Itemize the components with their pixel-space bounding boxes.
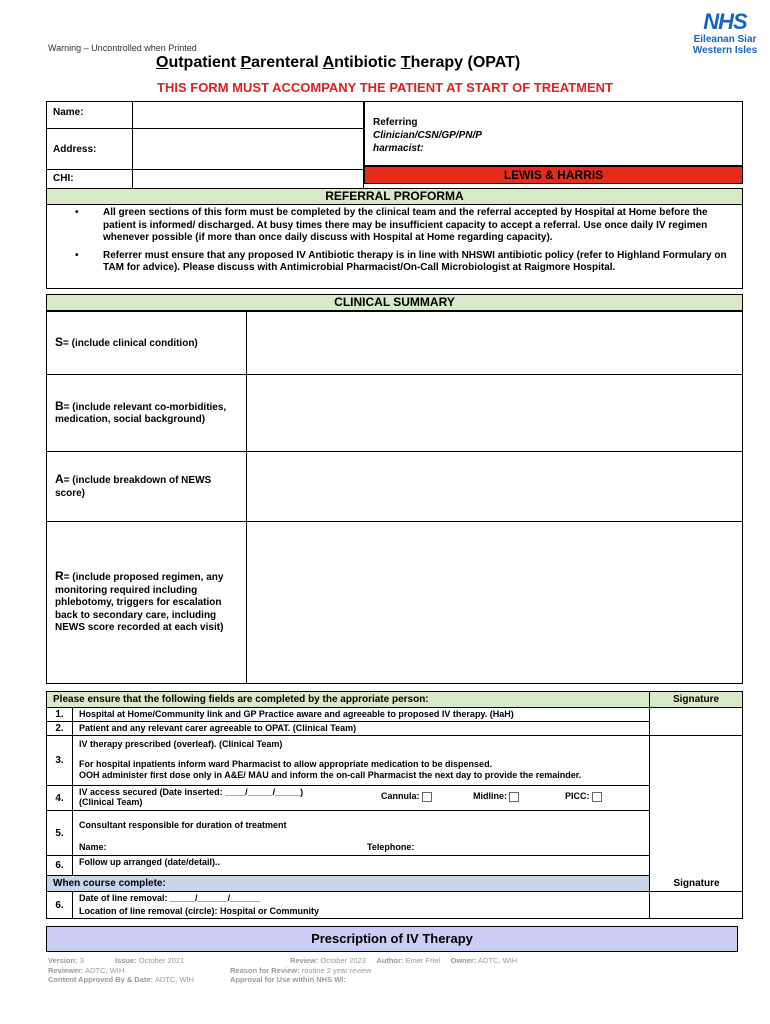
logo-line-1: Eileanan Siar	[693, 34, 757, 45]
checklist-item: IV access secured (Date inserted: ____/_____/_____) (Clinical Team) Cannula: Midline: PICC:	[73, 786, 650, 811]
item-number: 5.	[47, 811, 73, 856]
checklist-item: IV therapy prescribed (overleaf). (Clinical Team) For hospital inpatients inform ward Pharmacist to allow appropriate medication to be dispensed. OOH administer first dose only in A&E/ MAU and inform the on-call Pharmacist the next day to provide the remainder.	[73, 736, 650, 786]
checklist-table	[46, 691, 743, 919]
complete-signature-heading: Signature	[673, 878, 720, 889]
cannula-checkbox[interactable]	[422, 792, 432, 802]
course-complete-heading: When course complete:	[47, 876, 650, 892]
referral-item: • All green sections of this form must be completed by the clinical team and the referral accepted by Hospital at Home before the patient is informed/ discharged. At busy times there may be insufficient capacity to accept a referral. Use once daily IV regimen whenever possible (if more than once daily discuss with Hospital at Home regarding capacity).	[75, 207, 708, 243]
address-field[interactable]	[133, 129, 364, 169]
address-label: Address:	[47, 129, 133, 169]
referral-item: • Referrer must ensure that any proposed IV Antibiotic therapy is in line with NHSWI antibiotic policy (refer to Highland Formulary on TAM for advice). Please discuss with Antimicrobial Pharmacist/On-Call Microbiologist at Raigmore Hospital.	[75, 249, 727, 273]
chi-label: CHI:	[47, 169, 133, 189]
referring-label-2: Clinician/CSN/GP/PN/P	[373, 130, 482, 141]
item-number: 6.	[47, 892, 73, 919]
midline-checkbox[interactable]	[509, 792, 519, 802]
page-subtitle: THIS FORM MUST ACCOMPANY THE PATIENT AT START OF TREATMENT	[157, 80, 613, 95]
signature-heading: Signature	[650, 692, 743, 708]
logo-line-2: Western Isles	[692, 45, 758, 56]
item-number: 6.	[47, 856, 73, 876]
item-number: 4.	[47, 786, 73, 811]
checklist-item: Patient and any relevant carer agreeable to OPAT. (Clinical Team)	[73, 722, 650, 736]
nhs-logo	[690, 10, 760, 66]
referring-label-1: Referring	[373, 117, 418, 128]
chi-field[interactable]	[133, 169, 364, 189]
item-number: 3.	[47, 736, 73, 786]
checklist-heading: Please ensure that the following fields are completed by the approriate person:	[47, 692, 650, 708]
a-field[interactable]	[246, 452, 742, 522]
picc-checkbox[interactable]	[592, 792, 602, 802]
referring-label-3: harmacist:	[373, 143, 424, 154]
referral-proforma-heading: REFERRAL PROFORMA	[46, 188, 743, 205]
referring-clinician-field[interactable]	[364, 101, 743, 166]
b-field[interactable]	[246, 375, 742, 452]
nhs-logo-text: NHS	[703, 9, 747, 34]
signature-field[interactable]	[650, 892, 743, 919]
b-label: B= (include relevant co-morbidities, medication, social background)	[47, 375, 247, 452]
warning-text: Warning – Uncontrolled when Printed	[48, 43, 197, 53]
bullet: •	[75, 207, 79, 218]
clinical-summary-table	[46, 311, 743, 684]
item-number: 2.	[47, 722, 73, 736]
document-footer: Version: 3 Issue: October 2021 Review: October 2023 Author: Emer Friel Owner: ADTC, WIH Reviewer: ADTC, WIH Reason for Review: routine 2 year review Content Approved By & Date: ADTC, WIH Approval for Use within NHS WI:	[48, 956, 518, 984]
page-title: Outpatient Parenteral Antibiotic Therapy (OPAT)	[156, 54, 521, 71]
checklist-item: Hospital at Home/Community link and GP Practice aware and agreeable to proposed IV therapy. (HaH)	[73, 708, 650, 722]
name-label: Name:	[47, 102, 133, 129]
r-label: R= (include proposed regimen, any monitoring required including phlebotomy, triggers for escalation back to secondary care, including NEWS score recorded at each visit)	[47, 522, 247, 684]
checklist-item: Date of line removal: _____/______/______ Location of line removal (circle): Hospital or Community	[73, 892, 650, 919]
s-label: S= (include clinical condition)	[47, 312, 247, 375]
clinical-summary-heading: CLINICAL SUMMARY	[46, 294, 743, 311]
bullet: •	[75, 249, 79, 261]
a-label: A= (include breakdown of NEWS score)	[47, 452, 247, 522]
signature-field[interactable]	[650, 736, 743, 892]
region-banner: LEWIS & HARRIS	[364, 166, 743, 184]
patient-details-table	[46, 101, 364, 190]
r-field[interactable]	[246, 522, 742, 684]
checklist-item: Follow up arranged (date/detail)..	[73, 856, 650, 876]
checklist-item: Consultant responsible for duration of treatment Name: Telephone:	[73, 811, 650, 856]
s-field[interactable]	[246, 312, 742, 375]
name-field[interactable]	[133, 102, 364, 129]
prescription-heading: Prescription of IV Therapy	[46, 926, 738, 952]
referral-proforma-body	[46, 205, 743, 289]
signature-field[interactable]	[650, 708, 743, 736]
item-number: 1.	[47, 708, 73, 722]
